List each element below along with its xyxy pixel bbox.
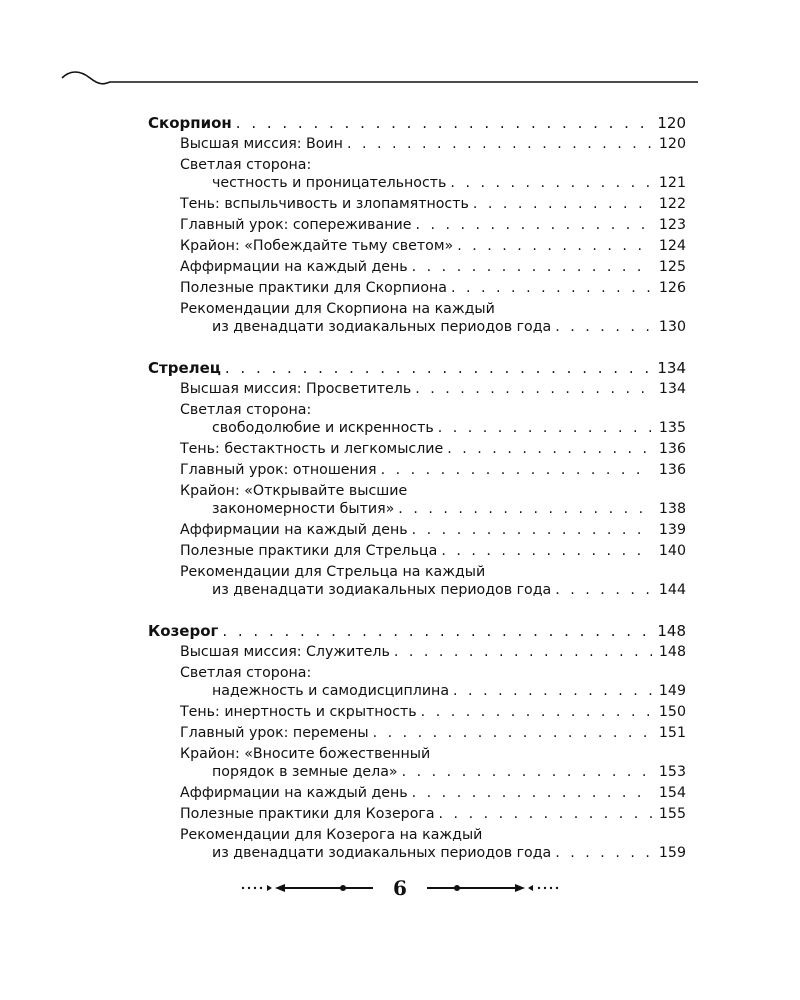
page-number: 6 [393,876,407,900]
dot-leader [415,379,652,399]
entry-title: Аффирмации на каждый день [180,522,408,538]
section-heading [148,112,686,134]
entry-page: 136 [658,462,686,478]
toc-entry [148,257,686,277]
toc-entry [148,804,686,824]
entry-title-line: Рекомендации для Скорпиона на каждый [180,301,495,317]
dot-leader [398,499,652,519]
entry-title: Аффирмации на каждый день [180,259,408,275]
entry-row [148,843,686,863]
entry-title: Полезные практики для Козерога [180,806,435,822]
dot-leader [381,460,652,480]
entry-title-continued: порядок в земные дела» [212,764,398,780]
entry-title-line: Крайон: «Вносите божественный [180,746,431,762]
dot-leader [412,257,652,277]
table-of-contents [148,112,686,883]
toc-entry [148,702,686,722]
entry-row [148,134,686,154]
dot-leader [457,236,652,256]
entry-row [148,194,686,214]
toc-entry [148,215,686,235]
entry-row [148,173,686,193]
header-rule [60,64,700,94]
entry-row [148,762,686,782]
dot-leader [555,580,652,600]
entry-row [148,439,686,459]
entry-title-continued: из двенадцати зодиакальных периодов года [212,582,552,598]
entry-row [148,520,686,540]
entry-title: Полезные практики для Скорпиона [180,280,447,296]
section-page: 134 [657,359,686,377]
entry-title: Крайон: «Побеждайте тьму светом» [180,238,454,254]
toc-section [148,620,686,863]
entry-row [148,460,686,480]
toc-entry [148,744,686,782]
entry-title-line: Светлая сторона: [180,157,312,173]
entry-page: 123 [658,217,686,233]
toc-entry [148,825,686,863]
toc-entry [148,194,686,214]
entry-page: 151 [658,725,686,741]
dot-leader [225,357,652,379]
entry-row [148,681,686,701]
entry-title: Главный урок: отношения [180,462,377,478]
entry-title: Аффирмации на каждый день [180,785,408,801]
dot-leader [421,702,652,722]
entry-row [148,580,686,600]
toc-entry [148,562,686,600]
entry-row [148,379,686,399]
dot-leader [373,723,652,743]
entry-page: 148 [658,644,686,660]
page-footer [0,876,800,900]
entry-title-continued: честность и проницательность [212,175,447,191]
dot-leader [441,541,652,561]
entry-page: 155 [658,806,686,822]
toc-entry [148,783,686,803]
toc-entry [148,460,686,480]
entry-page: 134 [658,381,686,397]
toc-entry [148,541,686,561]
entry-row [148,418,686,438]
entry-page: 135 [658,420,686,436]
entry-row [148,783,686,803]
entry-title-line: Светлая сторона: [180,665,312,681]
entry-page: 153 [658,764,686,780]
entry-title-line: Крайон: «Открывайте высшие [180,483,408,499]
toc-entry [148,134,686,154]
dot-leader [402,762,652,782]
section-page: 148 [657,622,686,640]
section-title: Стрелец [148,359,221,377]
entry-row [148,642,686,662]
dot-leader [453,681,652,701]
dot-leader [222,620,652,642]
dot-leader [555,843,652,863]
entry-page: 125 [658,259,686,275]
entry-title-continued: свободолюбие и искренность [212,420,434,436]
entry-title-line: Рекомендации для Козерога на каждый [180,827,483,843]
dot-leader [555,317,652,337]
entry-row [148,215,686,235]
toc-section [148,112,686,337]
section-title: Козерог [148,622,219,640]
entry-title: Тень: инертность и скрытность [180,704,417,720]
right-ornament-icon [421,881,561,895]
entry-row [148,804,686,824]
entry-title-continued: из двенадцати зодиакальных периодов года [212,319,552,335]
toc-entry [148,236,686,256]
toc-entry [148,481,686,519]
dot-leader [439,804,652,824]
toc-entry [148,155,686,193]
entry-page: 122 [658,196,686,212]
entry-row [148,257,686,277]
entry-page: 144 [658,582,686,598]
dot-leader [412,783,652,803]
entry-page: 120 [658,136,686,152]
toc-entry [148,400,686,438]
left-ornament-icon [239,881,379,895]
entry-row [148,317,686,337]
entry-page: 139 [658,522,686,538]
toc-entry [148,723,686,743]
entry-page: 140 [658,543,686,559]
entry-row [148,278,686,298]
dot-leader [447,439,652,459]
section-title: Скорпион [148,114,232,132]
entry-page: 136 [658,441,686,457]
entry-title: Высшая миссия: Просветитель [180,381,412,397]
section-page: 120 [657,114,686,132]
entry-title-line: Светлая сторона: [180,402,312,418]
toc-entry [148,439,686,459]
entry-title: Полезные практики для Стрельца [180,543,438,559]
entry-title-continued: закономерности бытия» [212,501,395,517]
entry-title: Высшая миссия: Служитель [180,644,390,660]
entry-page: 154 [658,785,686,801]
toc-entry [148,299,686,337]
toc-entry [148,379,686,399]
toc-entry [148,278,686,298]
section-heading [148,620,686,642]
entry-title: Тень: бестактность и легкомыслие [180,441,444,457]
entry-row [148,236,686,256]
entry-title: Главный урок: сопереживание [180,217,412,233]
dot-leader [438,418,652,438]
entry-page: 130 [658,319,686,335]
toc-section [148,357,686,600]
entry-title: Тень: вспыльчивость и злопамятность [180,196,469,212]
entry-page: 126 [658,280,686,296]
entry-row [148,702,686,722]
entry-title-line: Рекомендации для Стрельца на каждый [180,564,486,580]
entry-title-continued: надежность и самодисциплина [212,683,450,699]
toc-entry [148,642,686,662]
entry-page: 138 [658,501,686,517]
dot-leader [451,278,652,298]
dot-leader [450,173,652,193]
dot-leader [473,194,652,214]
entry-page: 124 [658,238,686,254]
section-heading [148,357,686,379]
dot-leader [415,215,652,235]
entry-title-continued: из двенадцати зодиакальных периодов года [212,845,552,861]
entry-page: 150 [658,704,686,720]
entry-page: 159 [658,845,686,861]
toc-entry [148,520,686,540]
entry-page: 121 [658,175,686,191]
entry-row [148,541,686,561]
dot-leader [236,112,652,134]
dot-leader [412,520,652,540]
toc-entry [148,663,686,701]
dot-leader [394,642,652,662]
entry-page: 149 [658,683,686,699]
entry-title: Главный урок: перемены [180,725,369,741]
entry-row [148,499,686,519]
entry-title: Высшая миссия: Воин [180,136,343,152]
dot-leader [347,134,652,154]
entry-row [148,723,686,743]
